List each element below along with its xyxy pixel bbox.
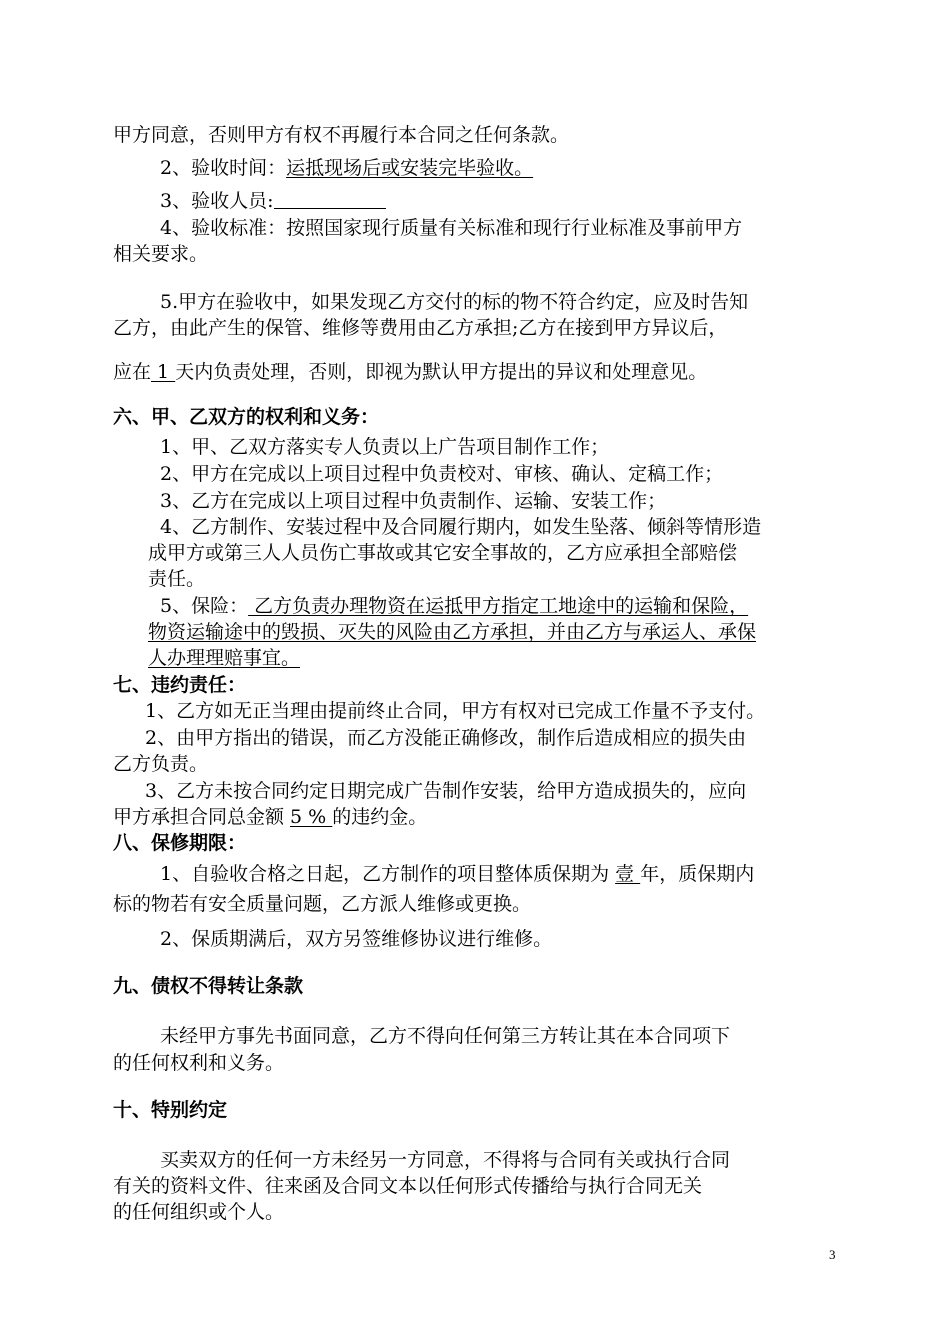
underlined-text: 5 %	[290, 806, 333, 828]
text-line	[160, 861, 890, 887]
text: 天内负责处理，否则，即视为默认甲方提出的异议和处理意见。	[175, 361, 708, 383]
text-line: 1、甲、乙双方落实专人负责以上广告项目制作工作；	[160, 436, 610, 458]
text: 应在	[113, 361, 152, 383]
acceptance-time	[160, 155, 890, 181]
text-line: 的任何组织或个人。	[113, 1201, 285, 1223]
text-line: 3、乙方在完成以上项目过程中负责制作、运输、安装工作；	[160, 490, 667, 512]
section-heading: 七、违约责任：	[113, 674, 247, 696]
section-heading: 九、债权不得转让条款	[113, 975, 304, 997]
text-line	[113, 359, 843, 385]
text: 2、验收时间：	[160, 157, 287, 179]
text-line	[113, 804, 843, 830]
text-line	[148, 645, 878, 671]
underlined-text: 乙方负责办理物资在运抵甲方指定工地途中的运输和保险，	[248, 595, 749, 617]
underlined-text: 运抵现场后或安装完毕验收。	[286, 157, 534, 179]
text-line: 4、验收标准：按照国家现行质量有关标准和现行行业标准及事前甲方	[160, 217, 743, 239]
page-number: 3	[829, 1247, 836, 1262]
text-line: 成甲方或第三人人员伤亡事故或其它安全事故的，乙方应承担全部赔偿	[148, 542, 738, 564]
section-heading: 八、保修期限：	[113, 832, 247, 854]
text: 的违约金。	[332, 806, 428, 828]
text-line: 1、乙方如无正当理由提前终止合同，甲方有权对已完成工作量不予支付。	[145, 700, 766, 722]
section-heading: 六、甲、乙双方的权利和义务：	[113, 406, 380, 428]
text-line: 2、由甲方指出的错误，而乙方没能正确修改，制作后造成相应的损失由	[145, 727, 747, 749]
text-line: 买卖双方的任何一方未经另一方同意，不得将与合同有关或执行合同	[160, 1149, 731, 1171]
text-line: 有关的资料文件、往来函及合同文本以任何形式传播给与执行合同无关	[113, 1175, 703, 1197]
text-line: 乙方负责。	[113, 753, 209, 775]
underlined-text: 物资运输途中的毁损、灭失的风险由乙方承担，并由乙方与承运人、承保	[148, 621, 757, 643]
text: 甲方承担合同总金额	[113, 806, 291, 828]
text-line: 责任。	[148, 568, 206, 590]
section-heading: 十、特别约定	[113, 1099, 228, 1121]
underlined-text: 人办理理赔事宜。	[148, 647, 301, 669]
text-line: 2、保质期满后，双方另签维修协议进行维修。	[160, 928, 553, 950]
text: 3、验收人员:	[160, 190, 274, 212]
underlined-text: 1	[151, 361, 176, 383]
text-line	[148, 619, 878, 645]
text-line: 3、乙方未按合同约定日期完成广告制作安装，给甲方造成损失的，应向	[145, 780, 747, 802]
text-line: 乙方，由此产生的保管、维修等费用由乙方承担;乙方在接到甲方异议后，	[113, 317, 728, 339]
text-line: 4、乙方制作、安装过程中及合同履行期内，如发生坠落、倾斜等情形造	[160, 516, 762, 538]
text-line: 2、甲方在完成以上项目过程中负责校对、审核、确认、定稿工作；	[160, 463, 724, 485]
underlined-text: 壹	[615, 863, 641, 885]
text-line: 的任何权利和义务。	[113, 1052, 285, 1074]
blank-line	[274, 190, 386, 209]
text-line: 标的物若有安全质量问题，乙方派人维修或更换。	[113, 893, 532, 915]
acceptance-personnel	[160, 188, 890, 214]
text-line: 甲方同意，否则甲方有权不再履行本合同之任何条款。	[113, 124, 570, 146]
text-line: 5.甲方在验收中，如果发现乙方交付的标的物不符合约定，应及时告知	[160, 291, 749, 313]
text-line: 未经甲方事先书面同意，乙方不得向任何第三方转让其在本合同项下	[160, 1025, 731, 1047]
text: 5、保险：	[160, 595, 249, 617]
text-line	[160, 593, 890, 619]
text: 年，质保期内	[640, 863, 755, 885]
text: 1、自验收合格之日起，乙方制作的项目整体质保期为	[160, 863, 616, 885]
text-line: 相关要求。	[113, 243, 209, 265]
